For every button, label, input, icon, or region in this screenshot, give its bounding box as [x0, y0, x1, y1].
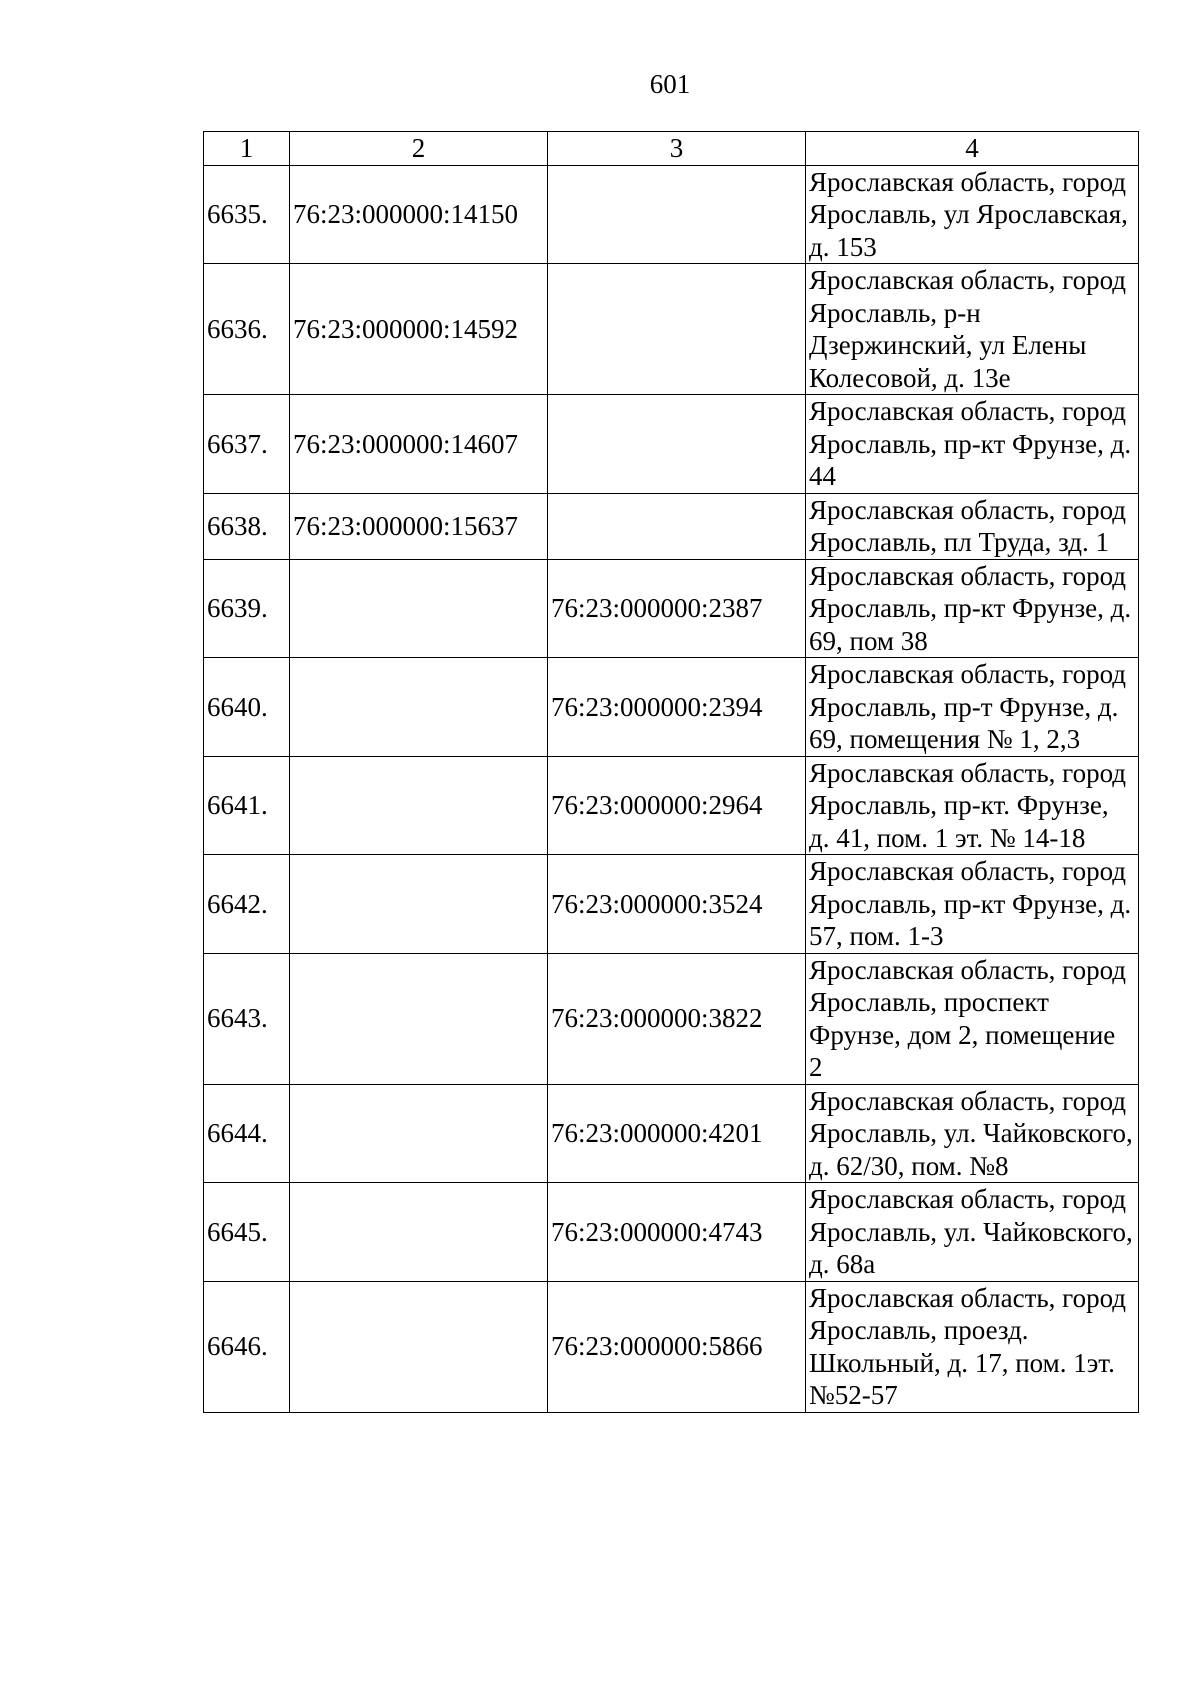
- building-id-cell: 76:23:000000:14150: [290, 165, 548, 264]
- premises-id-cell: 76:23:000000:2387: [548, 559, 806, 658]
- row-number-cell: 6642.: [204, 855, 290, 954]
- table-row: [204, 1281, 1139, 1412]
- row-number-cell: 6641.: [204, 756, 290, 855]
- premises-id-cell: 76:23:000000:3524: [548, 855, 806, 954]
- address-cell: Ярославская область, город Ярославль, ул Ярославская, д. 153: [806, 165, 1139, 264]
- building-id-cell: [290, 559, 548, 658]
- building-id-cell: [290, 1183, 548, 1282]
- premises-id-cell: [548, 264, 806, 395]
- row-number-cell: 6643.: [204, 953, 290, 1084]
- table-row: [204, 559, 1139, 658]
- row-number-cell: 6645.: [204, 1183, 290, 1282]
- row-number-cell: 6636.: [204, 264, 290, 395]
- address-cell: Ярославская область, город Ярославль, проезд. Школьный, д. 17, пом. 1эт. №52-57: [806, 1281, 1139, 1412]
- building-id-cell: [290, 658, 548, 757]
- premises-id-cell: 76:23:000000:2964: [548, 756, 806, 855]
- address-cell: Ярославская область, город Ярославль, пр-кт Фрунзе, д. 69, пом 38: [806, 559, 1139, 658]
- table-row: [204, 395, 1139, 494]
- building-id-cell: [290, 756, 548, 855]
- table-row: [204, 953, 1139, 1084]
- registry-table: [203, 131, 1139, 1413]
- premises-id-cell: 76:23:000000:2394: [548, 658, 806, 757]
- column-header: 2: [290, 132, 548, 166]
- premises-id-cell: 76:23:000000:4201: [548, 1084, 806, 1183]
- column-header: 3: [548, 132, 806, 166]
- row-number-cell: 6635.: [204, 165, 290, 264]
- building-id-cell: [290, 953, 548, 1084]
- row-number-cell: 6638.: [204, 493, 290, 559]
- premises-id-cell: [548, 395, 806, 494]
- table-row: [204, 855, 1139, 954]
- address-cell: Ярославская область, город Ярославль, пл Труда, зд. 1: [806, 493, 1139, 559]
- row-number-cell: 6644.: [204, 1084, 290, 1183]
- column-header: 1: [204, 132, 290, 166]
- address-cell: Ярославская область, город Ярославль, ул. Чайковского, д. 68а: [806, 1183, 1139, 1282]
- table-row: [204, 756, 1139, 855]
- address-cell: Ярославская область, город Ярославль, пр-кт Фрунзе, д. 57, пом. 1-3: [806, 855, 1139, 954]
- table-row: [204, 165, 1139, 264]
- column-header: 4: [806, 132, 1139, 166]
- row-number-cell: 6637.: [204, 395, 290, 494]
- premises-id-cell: 76:23:000000:3822: [548, 953, 806, 1084]
- row-number-cell: 6640.: [204, 658, 290, 757]
- address-cell: Ярославская область, город Ярославль, проспект Фрунзе, дом 2, помещение 2: [806, 953, 1139, 1084]
- premises-id-cell: 76:23:000000:5866: [548, 1281, 806, 1412]
- page-number: 601: [649, 69, 691, 99]
- building-id-cell: 76:23:000000:15637: [290, 493, 548, 559]
- premises-id-cell: [548, 165, 806, 264]
- address-cell: Ярославская область, город Ярославль, пр-т Фрунзе, д. 69, помещения № 1, 2,3: [806, 658, 1139, 757]
- table-row: [204, 658, 1139, 757]
- address-cell: Ярославская область, город Ярославль, пр-кт Фрунзе, д. 44: [806, 395, 1139, 494]
- address-cell: Ярославская область, город Ярославль, ул. Чайковского, д. 62/30, пом. №8: [806, 1084, 1139, 1183]
- row-number-cell: 6646.: [204, 1281, 290, 1412]
- premises-id-cell: 76:23:000000:4743: [548, 1183, 806, 1282]
- building-id-cell: [290, 1084, 548, 1183]
- building-id-cell: 76:23:000000:14592: [290, 264, 548, 395]
- table-row: [204, 1183, 1139, 1282]
- address-cell: Ярославская область, город Ярославль, пр-кт. Фрунзе, д. 41, пом. 1 эт. № 14-18: [806, 756, 1139, 855]
- table-row: [204, 493, 1139, 559]
- premises-id-cell: [548, 493, 806, 559]
- building-id-cell: [290, 1281, 548, 1412]
- building-id-cell: 76:23:000000:14607: [290, 395, 548, 494]
- row-number-cell: 6639.: [204, 559, 290, 658]
- table-row: [204, 1084, 1139, 1183]
- building-id-cell: [290, 855, 548, 954]
- address-cell: Ярославская область, город Ярославль, р-н Дзержинский, ул Елены Колесовой, д. 13е: [806, 264, 1139, 395]
- table-header-row: [204, 132, 1139, 166]
- table-row: [204, 264, 1139, 395]
